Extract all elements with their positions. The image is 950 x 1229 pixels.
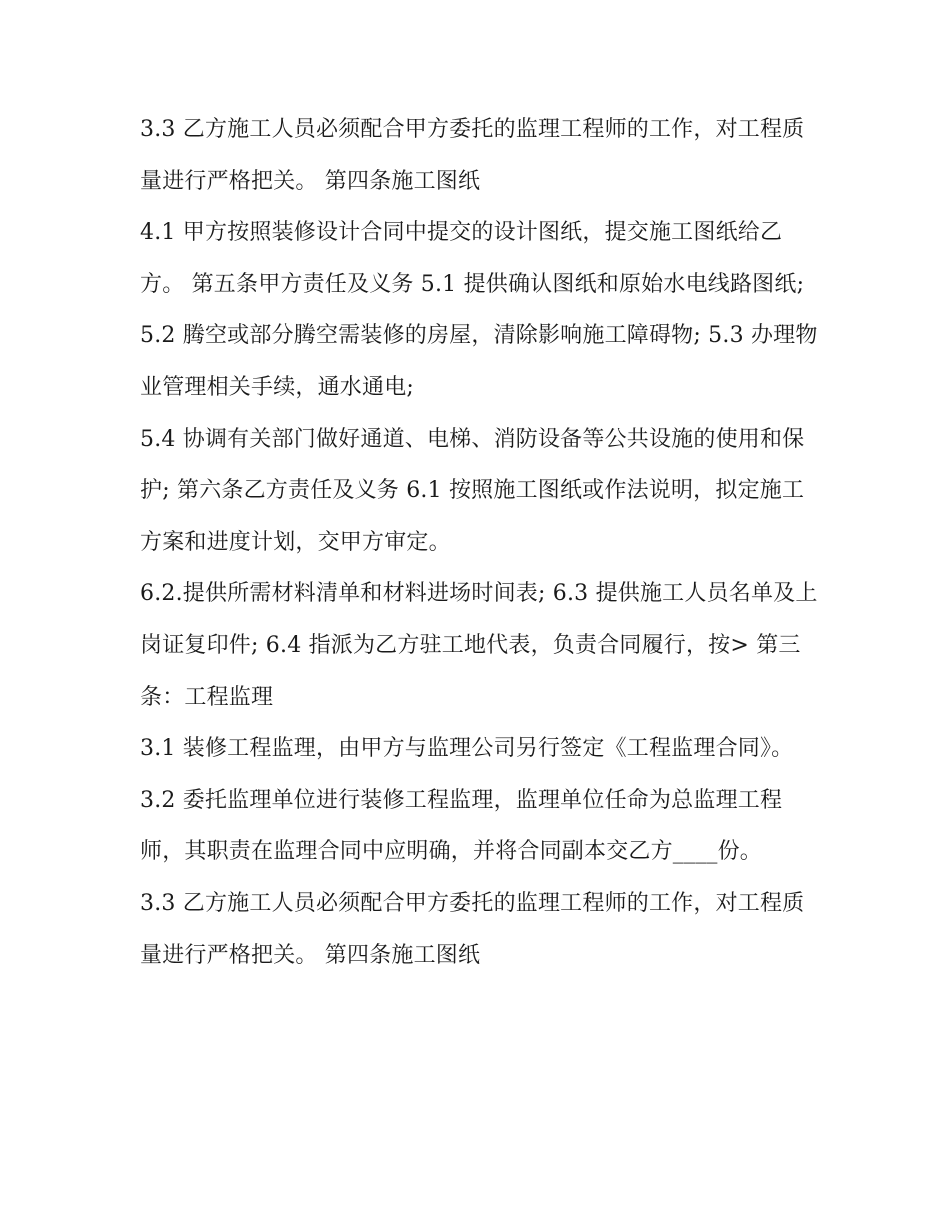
paragraph-5-2: 5.2 腾空或部分腾空需装修的房屋，清除影响施工障碍物; 5.3 办理物业管理相关手续，通水通电;	[140, 323, 818, 400]
paragraph-3-2: 3.2 委托监理单位进行装修工程监理，监理单位任命为总监理工程师，其职责在监理合同中应明确，并将合同副本交乙方____份。	[140, 787, 783, 865]
paragraph-4-1: 4.1 甲方按照装修设计合同中提交的设计图纸，提交施工图纸给乙方。 第五条甲方责任及义务 5.1 提供确认图纸和原始水电线路图纸;	[140, 220, 805, 297]
paragraph-3-1: 3.1 装修工程监理，由甲方与监理公司另行签定《工程监理合同》。	[140, 736, 794, 762]
paragraph-6-2: 6.2.提供所需材料清单和材料进场时间表; 6.3 提供施工人员名单及上岗证复印件; 6.4 指派为乙方驻工地代表，负责合同履行，按> 第三条：工程监理	[140, 581, 818, 710]
paragraph-3-3-bottom: 3.3 乙方施工人员必须配合甲方委托的监理工程师的工作，对工程质量进行严格把关。 第四条施工图纸	[140, 890, 805, 968]
paragraph-5-4: 5.4 协调有关部门做好通道、电梯、消防设备等公共设施的使用和保护; 第六条乙方责任及义务 6.1 按照施工图纸或作法说明，拟定施工方案和进度计划，交甲方审定。	[140, 426, 805, 555]
paragraph-3-3-top: 3.3 乙方施工人员必须配合甲方委托的监理工程师的工作，对工程质量进行严格把关。 第四条施工图纸	[140, 117, 805, 194]
document-body	[140, 104, 820, 981]
